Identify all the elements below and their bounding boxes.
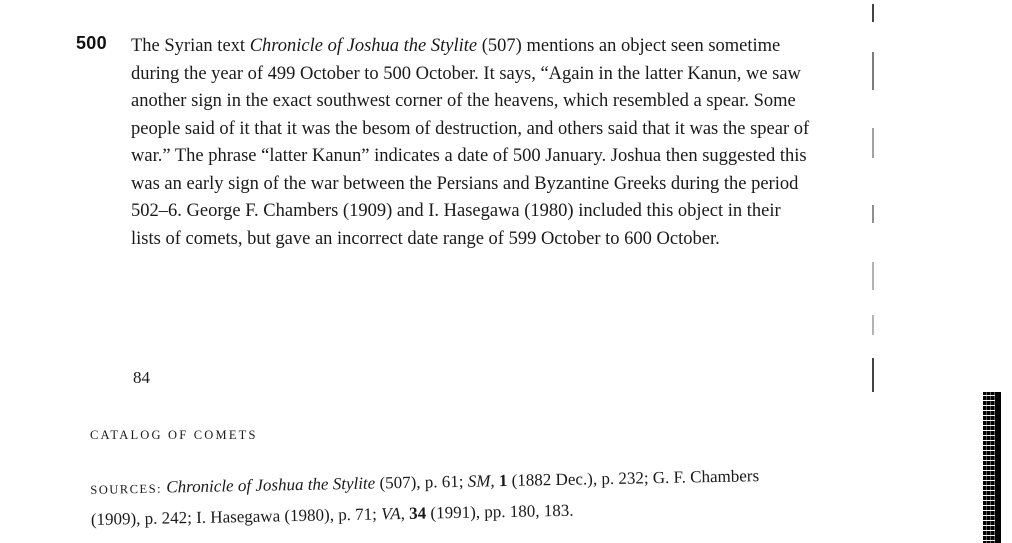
entry-text-segment: The Syrian text — [131, 36, 250, 56]
entry-number: 500 — [76, 33, 107, 53]
sources-segment: , — [490, 471, 500, 491]
sources-segment: , — [400, 503, 410, 524]
scan-gutter-line — [872, 262, 874, 290]
scan-gutter-line — [872, 128, 874, 158]
entry-body — [131, 33, 811, 253]
sources-segment: (507), p. 61; — [375, 471, 468, 493]
sources-segment-bold: 1 — [498, 470, 508, 491]
scan-gutter-line — [872, 315, 874, 335]
page-number: 84 — [133, 368, 150, 387]
sources-segment-bold: 34 — [409, 503, 427, 523]
scanned-page-edge — [983, 392, 1001, 543]
sources-segment: (1882 Dec.), p. 232; G. F. Chambers (1909), p. 242; I. Hasegawa (1980), p. 71; — [90, 466, 760, 529]
sources-segment-italic: SM — [467, 471, 491, 491]
entry-text-segment-italic: Chronicle of Joshua the Stylite — [249, 36, 478, 56]
scan-gutter-line — [872, 4, 874, 22]
sources-block — [90, 460, 811, 535]
sources-segment: (1991), pp. 180, 183. — [426, 500, 574, 523]
scan-gutter-line — [872, 358, 874, 392]
sources-segment-italic: Chronicle of Joshua the Stylite — [166, 473, 376, 497]
sources-label: SOURCES: — [90, 481, 163, 497]
entry-text-segment: (507) mentions an object seen sometime during the year of 499 October to 500 October. It says, “Again in the latter Kanun, we saw another sign in the exact southwest corner of the heavens, which resembled a spear. Some people said of it that it was the besom of destruction, and others said that it was the spear of war.” The phrase “latter Kanun” indicates a date of 500 January. Joshua then suggested this was an early sign of the war between the Persians and Byzantine Greeks during the period 502–6. George F. Chambers (1909) and I. Hasegawa (1980) included this object in their lists of comets, but gave an incorrect date range of 599 October to 600 October. — [131, 36, 810, 249]
scan-gutter-line — [872, 205, 874, 223]
sources-segment-italic: VA — [380, 504, 401, 524]
scan-gutter-line — [872, 52, 874, 90]
running-head: CATALOG OF COMETS — [90, 428, 258, 442]
